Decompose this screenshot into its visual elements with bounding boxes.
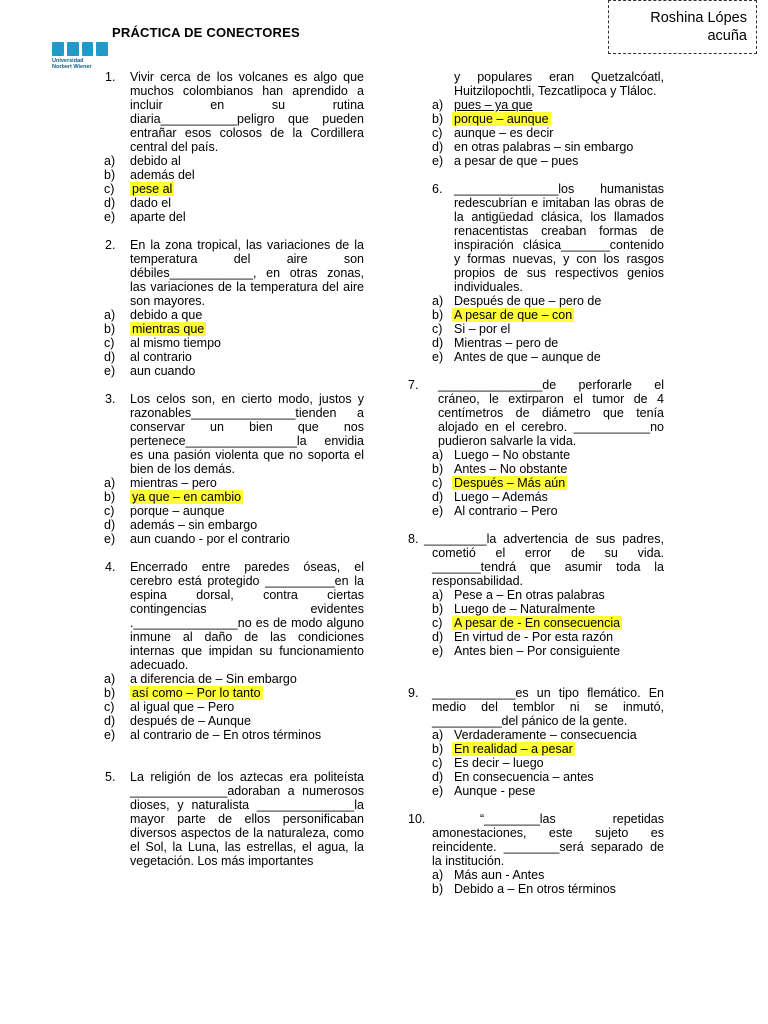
question-text: La religión de los aztecas era politeísta ______________adoraban a numerosos dioses, y naturalista ______________la mayor parte de ellos personificaban diversos aspectos de la naturaleza, como el Sol, la Luna, las estrellas, el agua, la vegetación. Los más importantes (130, 770, 364, 868)
option-a: a) Después de que – pero de (432, 294, 602, 308)
option-b: b) además del (104, 168, 195, 182)
question-number: 7. (408, 378, 419, 392)
question-text-continued: y populares eran Quetzalcóatl, Huitzilopochtli, Tezcatlipoca y Tláloc. (454, 70, 664, 98)
option-c: c) porque – aunque (104, 504, 225, 518)
highlighted-answer: mientras que (132, 322, 205, 336)
option-d: d) en otras palabras – sin embargo (432, 140, 634, 154)
question-text: Los celos son, en cierto modo, justos y razonables_______________tienden a conservar un bien que nos pertenece________________la envidia es una pasión violenta que no soporta el bien de los demás. (130, 392, 364, 476)
option-d: d) al contrario (104, 350, 192, 364)
question-text: _________la advertencia de sus padres, cometió el error de su vida. _______tendrá que asumir toda la responsabilidad. (424, 532, 664, 588)
option-d: d) además – sin embargo (104, 518, 258, 532)
question-number: 9. (408, 686, 419, 700)
option-e: e) Antes de que – aunque de (432, 350, 601, 364)
option-b: b) porque – aunque (432, 112, 549, 126)
question-text: _______________de perforarle el cráneo, le extirparon el tumor de 4 centímetros de diámetro que tenía alojado en el cerebro. ___________no pudieron salvarle la vida. (438, 378, 664, 448)
option-e: e) a pesar de que – pues (432, 154, 579, 168)
option-e: e) aun cuando - por el contrario (104, 532, 290, 546)
question-number: 8. (408, 532, 419, 546)
question-7 (408, 378, 664, 518)
question-2 (104, 238, 364, 378)
highlighted-answer: pese al (132, 182, 173, 196)
question-number: 1. (105, 70, 116, 84)
option-e: e) al contrario de – En otros términos (104, 728, 322, 742)
left-column (104, 70, 364, 868)
highlighted-answer: A pesar de que – con (454, 308, 573, 322)
question-5 (105, 770, 364, 868)
option-d: d) Luego – Además (432, 490, 548, 504)
question-3 (104, 392, 364, 546)
option-b: b) Antes – No obstante (432, 462, 568, 476)
student-name-line2: acuña (707, 28, 747, 44)
option-e: e) aparte del (104, 210, 186, 224)
option-e: e) aun cuando (104, 364, 196, 378)
option-a: a) Más aun - Antes (432, 868, 545, 882)
logo-icon (52, 42, 108, 56)
highlighted-answer: A pesar de - En consecuencia (454, 616, 621, 630)
option-a: a) debido al (104, 154, 181, 168)
option-d: d) después de – Aunque (104, 714, 251, 728)
option-d: d) Mientras – pero de (432, 336, 559, 350)
option-c: c) aunque – es decir (432, 126, 554, 140)
option-a: a) pues – ya que (432, 98, 533, 112)
question-number: 5. (105, 770, 116, 784)
option-a: a) Verdaderamente – consecuencia (432, 728, 637, 742)
option-d: d) dado el (104, 196, 172, 210)
student-name-line1: Roshina Lópes (650, 10, 747, 26)
question-text: Encerrado entre paredes óseas, el cerebro está protegido __________en la espina dorsal, contra ciertas contingencias evidentes ._______________no es de modo alguno inmune al daño de las condiciones internas que impidan su funcionamiento adecuado. (130, 560, 364, 672)
option-a: a) debido a que (104, 308, 203, 322)
option-c: c) al mismo tiempo (104, 336, 221, 350)
option-d: d) En virtud de - Por esta razón (432, 630, 614, 644)
option-c: c) Si – por el (432, 322, 511, 336)
option-c: c) pese al (104, 182, 173, 196)
highlighted-answer: ya que – en cambio (132, 490, 242, 504)
option-e: e) Antes bien – Por consiguiente (432, 644, 621, 658)
option-b: b) ya que – en cambio (104, 490, 242, 504)
question-10 (408, 812, 664, 896)
question-text: “________las repetidas amonestaciones, este sujeto es reincidente. ________será separado de la institución. (432, 812, 664, 868)
option-a: a) Pese a – En otras palabras (432, 588, 605, 602)
option-b: b) Debido a – En otros términos (432, 882, 616, 896)
university-logo (52, 42, 108, 70)
question-4 (104, 560, 364, 742)
question-1 (104, 70, 364, 224)
question-text: En la zona tropical, las variaciones de la temperatura del aire son débiles____________, en otras zonas, las variaciones de la temperatura del aire son mayores. (130, 238, 364, 308)
option-a: a) a diferencia de – Sin embargo (104, 672, 297, 686)
question-8 (408, 532, 664, 658)
question-6 (408, 182, 664, 364)
logo-text: Universidad Norbert Wiener (52, 58, 92, 70)
highlighted-answer: Después – Más aún (454, 476, 566, 490)
option-c: c) Después – Más aún (432, 476, 566, 490)
question-number: 6. (432, 182, 443, 196)
option-e: e) Al contrario – Pero (432, 504, 558, 518)
option-c: c) A pesar de - En consecuencia (432, 616, 621, 630)
option-a: a) Luego – No obstante (432, 448, 571, 462)
option-b: b) mientras que (104, 322, 205, 336)
question-number: 3. (105, 392, 116, 406)
highlighted-answer: así como – Por lo tanto (132, 686, 261, 700)
question-5-continued (408, 70, 664, 168)
highlighted-answer: porque – aunque (454, 112, 549, 126)
option-e: e) Aunque - pese (432, 784, 536, 798)
option-b: b) A pesar de que – con (432, 308, 573, 322)
option-b: b) así como – Por lo tanto (104, 686, 261, 700)
question-text: ____________es un tipo flemático. En medio del temblor ni se inmutó, __________del pánico de la gente. (432, 686, 664, 728)
student-name-box (608, 0, 757, 54)
option-c: c) Es decir – luego (432, 756, 544, 770)
question-text: Vivir cerca de los volcanes es algo que muchos colombianos han aprendido a incluir en su rutina diaria___________peligro que pueden entrañar esos colosos de la Cordillera central del país. (130, 70, 364, 154)
option-d: d) En consecuencia – antes (432, 770, 594, 784)
question-number: 10. (408, 812, 426, 826)
question-number: 4. (105, 560, 116, 574)
option-b: b) Luego de – Naturalmente (432, 602, 596, 616)
question-number: 2. (105, 238, 116, 252)
option-b: b) En realidad – a pesar (432, 742, 573, 756)
highlighted-answer: En realidad – a pesar (454, 742, 573, 756)
option-c: c) al igual que – Pero (104, 700, 235, 714)
question-text: _______________los humanistas redescubrían e imitaban las obras de la antigüedad clásica, los llamados renacentistas creaban formas de inspiración clásica_______contenido y formas nuevas, y con los rasgos propios de sus respectivos genios individuales. (454, 182, 664, 294)
right-column (408, 70, 664, 896)
page-title: PRÁCTICA DE CONECTORES (112, 25, 300, 40)
question-9 (408, 686, 664, 798)
option-a: a) mientras – pero (104, 476, 217, 490)
